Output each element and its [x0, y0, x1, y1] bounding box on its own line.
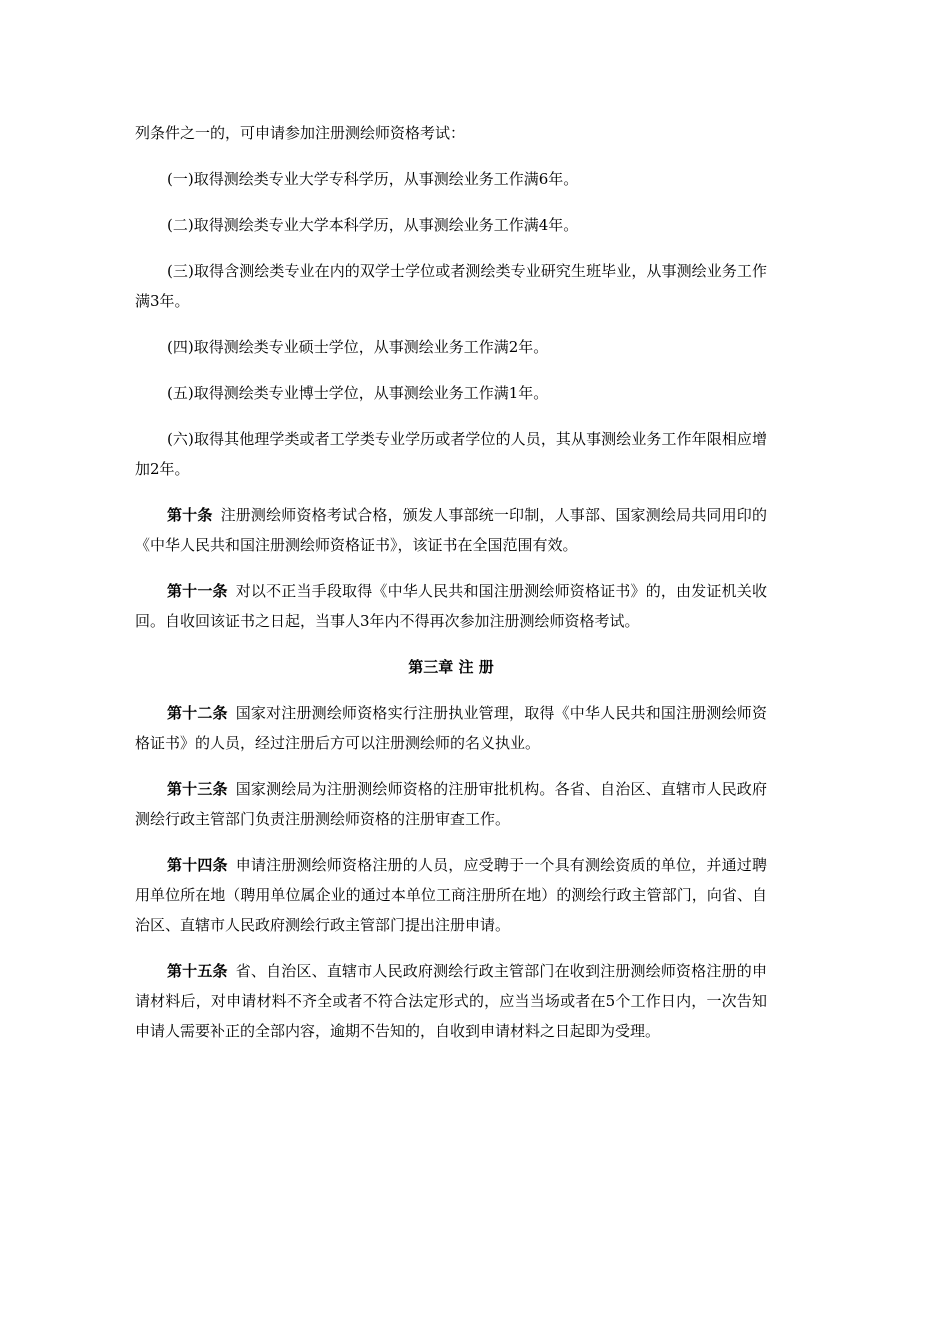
paragraph-continuation: 列条件之一的，可申请参加注册测绘师资格考试： [135, 124, 466, 142]
condition-item-5: (五)取得测绘类专业博士学位，从事测绘业务工作满1年。 [167, 384, 549, 402]
article-13 [135, 774, 767, 834]
article-12-text: 国家对注册测绘师资格实行注册执业管理，取得《中华人民共和国注册测绘师资格证书》的人员，经过注册后方可以注册测绘师的名义执业。 [135, 704, 767, 752]
article-14-text: 申请注册测绘师资格注册的人员，应受聘于一个具有测绘资质的单位，并通过聘用单位所在地（聘用单位属企业的通过本单位工商注册所在地）的测绘行政主管部门，向省、自治区、直辖市人民政府测绘行政主管部门提出注册申请。 [135, 856, 767, 934]
article-15-label: 第十五条 [167, 962, 228, 980]
article-14-label: 第十四条 [167, 856, 228, 874]
condition-item-1: (一)取得测绘类专业大学专科学历，从事测绘业务工作满6年。 [167, 170, 579, 188]
article-15-text: 省、自治区、直辖市人民政府测绘行政主管部门在收到注册测绘师资格注册的申请材料后，对申请材料不齐全或者不符合法定形式的，应当当场或者在5个工作日内，一次告知申请人需要补正的全部内容，逾期不告知的，自收到申请材料之日起即为受理。 [135, 962, 767, 1040]
article-12-label: 第十二条 [167, 704, 228, 722]
article-10-label: 第十条 [167, 506, 213, 524]
article-12 [135, 698, 767, 758]
condition-item-3: (三)取得含测绘类专业在内的双学士学位或者测绘类专业研究生班毕业，从事测绘业务工作满3年。 [135, 262, 767, 310]
condition-item-2: (二)取得测绘类专业大学本科学历，从事测绘业务工作满4年。 [167, 216, 579, 234]
article-10 [135, 500, 767, 560]
condition-item-4: (四)取得测绘类专业硕士学位，从事测绘业务工作满2年。 [167, 338, 549, 356]
article-13-label: 第十三条 [167, 780, 228, 798]
article-10-text: 注册测绘师资格考试合格，颁发人事部统一印制，人事部、国家测绘局共同用印的《中华人民共和国注册测绘师资格证书》，该证书在全国范围有效。 [135, 506, 767, 554]
document-body [135, 118, 767, 1062]
article-14 [135, 850, 767, 940]
article-11-label: 第十一条 [167, 582, 228, 600]
article-15 [135, 956, 767, 1046]
article-11 [135, 576, 767, 636]
article-13-text: 国家测绘局为注册测绘师资格的注册审批机构。各省、自治区、直辖市人民政府测绘行政主管部门负责注册测绘师资格的注册审查工作。 [135, 780, 767, 828]
chapter-heading: 第三章 注 册 [408, 658, 494, 676]
condition-item-6: (六)取得其他理学类或者工学类专业学历或者学位的人员，其从事测绘业务工作年限相应增加2年。 [135, 430, 767, 478]
article-11-text: 对以不正当手段取得《中华人民共和国注册测绘师资格证书》的，由发证机关收回。自收回该证书之日起，当事人3年内不得再次参加注册测绘师资格考试。 [135, 582, 767, 630]
